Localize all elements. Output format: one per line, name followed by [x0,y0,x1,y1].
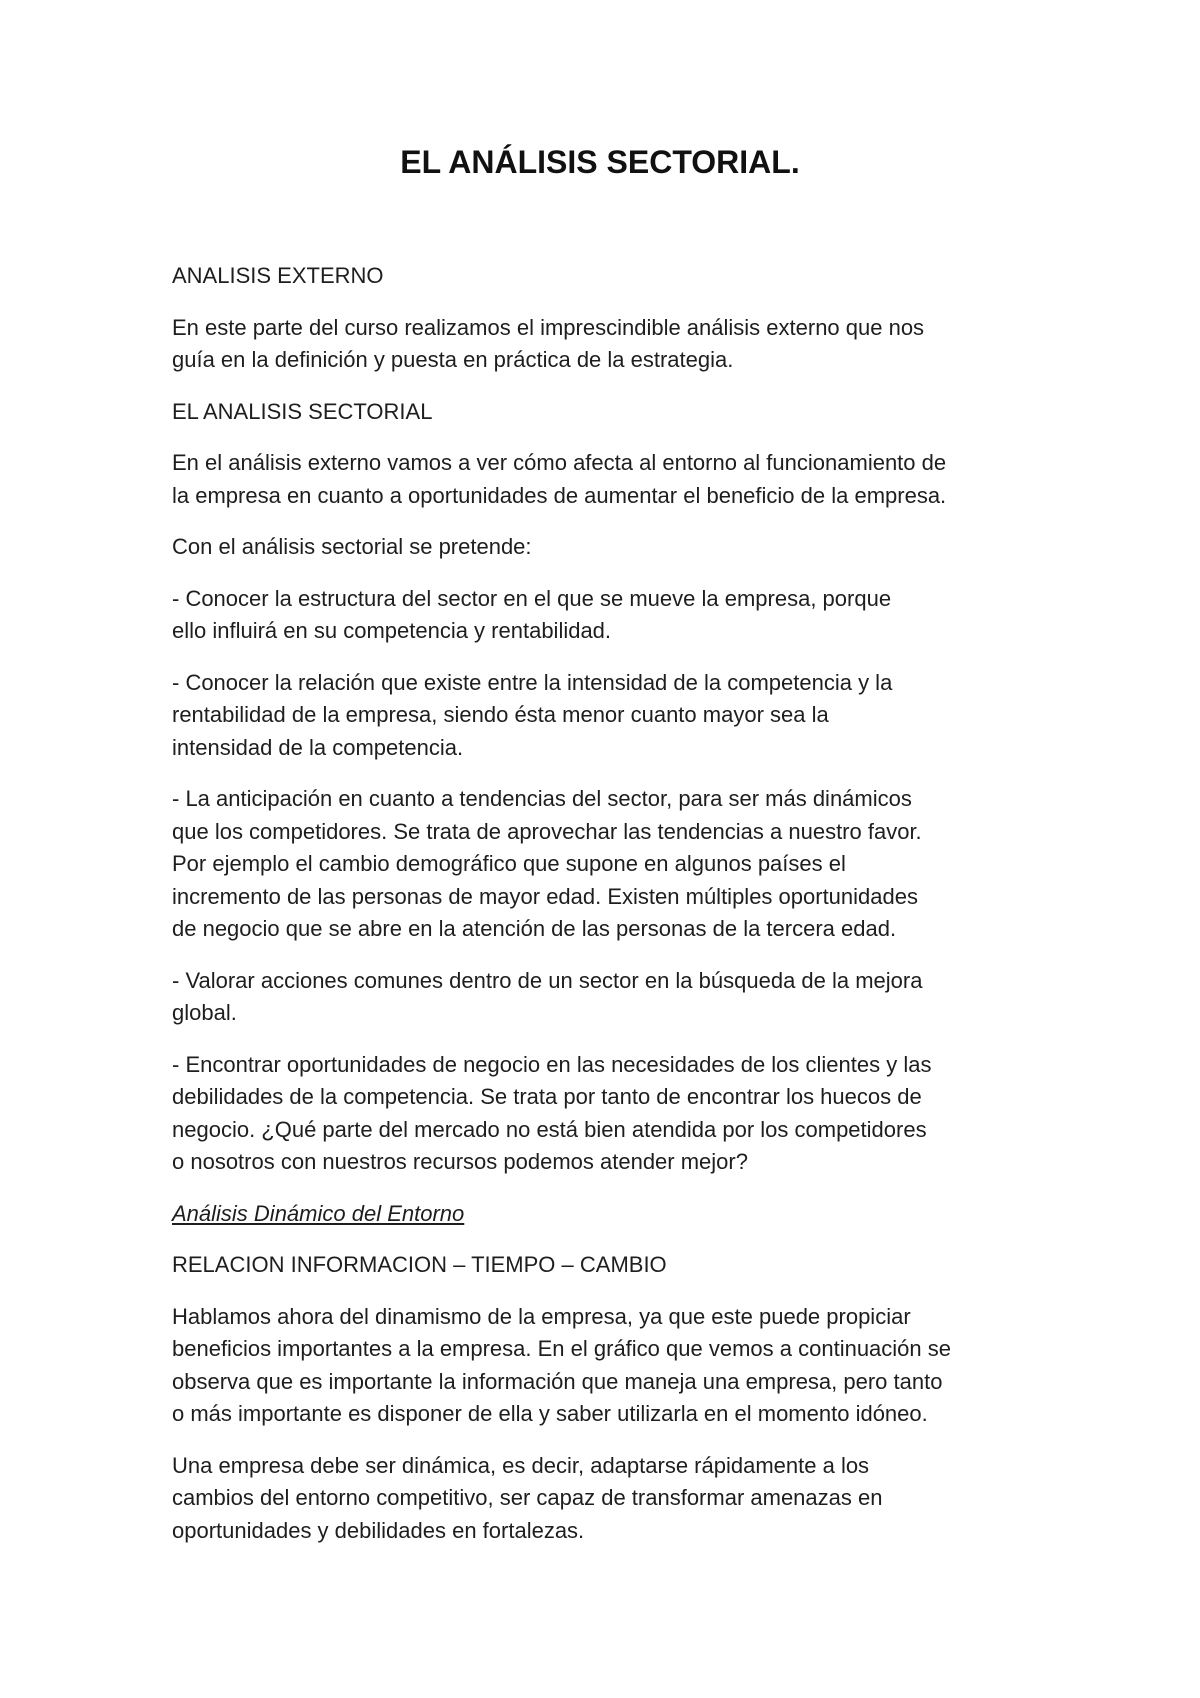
text-line: - Encontrar oportunidades de negocio en las necesidades de los clientes y las [172,1051,932,1077]
text-line: beneficios importantes a la empresa. En el gráfico que vemos a continuación se [172,1336,951,1361]
text-line: En este parte del curso realizamos el imprescindible análisis externo que nos [172,314,925,340]
text-line: rentabilidad de la empresa, siendo ésta menor cuanto mayor sea la [172,702,829,727]
text-line: Una empresa debe ser dinámica, es decir, adaptarse rápidamente a los [172,1452,870,1478]
text-line: la empresa en cuanto a oportunidades de aumentar el beneficio de la empresa. [172,482,947,508]
paragraph-objetivos-intro [172,531,1052,564]
bullet-oportunidades-negocio [172,1049,1052,1179]
text-line: Análisis Dinámico del Entorno [172,1200,465,1226]
text-line: guía en la definición y puesta en práctica de la estrategia. [172,347,734,372]
text-line: de negocio que se abre en la atención de las personas de la tercera edad. [172,916,897,941]
text-line: Hablamos ahora del dinamismo de la empresa, ya que este puede propiciar [172,1303,911,1329]
subheading-analisis-dinamico [172,1198,1052,1231]
text-line: intensidad de la competencia. [172,734,464,760]
bullet-acciones-comunes [172,965,1052,1030]
text-line: - Valorar acciones comunes dentro de un sector en la búsqueda de la mejora [172,967,923,993]
text-line: cambios del entorno competitivo, ser capaz de transformar amenazas en [172,1485,883,1510]
paragraph-analisis-externo [172,447,1052,512]
text-line: ANALISIS EXTERNO [172,263,384,288]
text-line: - Conocer la estructura del sector en el que se mueve la empresa, porque [172,585,892,611]
bullet-relacion-competencia [172,667,1052,765]
text-line: Con el análisis sectorial se pretende: [172,534,532,559]
text-line: que los competidores. Se trata de aprovechar las tendencias a nuestro favor. [172,818,922,844]
paragraph-empresa-dinamica [172,1450,1052,1548]
paragraph-dinamismo [172,1301,1052,1431]
text-line: debilidades de la competencia. Se trata por tanto de encontrar los huecos de [172,1084,922,1109]
text-line: o más importante es disponer de ella y saber utilizarla en el momento idóneo. [172,1401,928,1426]
text-line: oportunidades y debilidades en fortalezas. [172,1517,585,1543]
text-line: incremento de las personas de mayor edad. Existen múltiples oportunidades [172,883,918,909]
text-line: ello influirá en su competencia y rentabilidad. [172,618,612,643]
text-line: EL ANALISIS SECTORIAL [172,398,433,424]
bullet-estructura-sector [172,583,1052,648]
section-heading-relacion [172,1249,1052,1282]
section-heading-analisis-sectorial [172,396,1052,429]
text-line: o nosotros con nuestros recursos podemos atender mejor? [172,1149,748,1174]
text-line: negocio. ¿Qué parte del mercado no está bien atendida por los competidores [172,1116,927,1142]
text-line: observa que es importante la información que maneja una empresa, pero tanto [172,1368,943,1394]
text-line: RELACION INFORMACION – TIEMPO – CAMBIO [172,1252,667,1277]
document-body [172,260,1052,1566]
text-line: Por ejemplo el cambio demográfico que supone en algunos países el [172,851,846,876]
text-line: En el análisis externo vamos a ver cómo afecta al entorno al funcionamiento de [172,450,947,475]
bullet-anticipacion-tendencias [172,783,1052,946]
document-title: EL ANÁLISIS SECTORIAL. [400,144,800,180]
text-line: global. [172,1000,237,1025]
text-line: - Conocer la relación que existe entre la intensidad de la competencia y la [172,669,893,695]
section-heading-analisis-externo [172,260,1052,293]
paragraph-intro [172,312,1052,377]
text-line: - La anticipación en cuanto a tendencias del sector, para ser más dinámicos [172,786,912,811]
